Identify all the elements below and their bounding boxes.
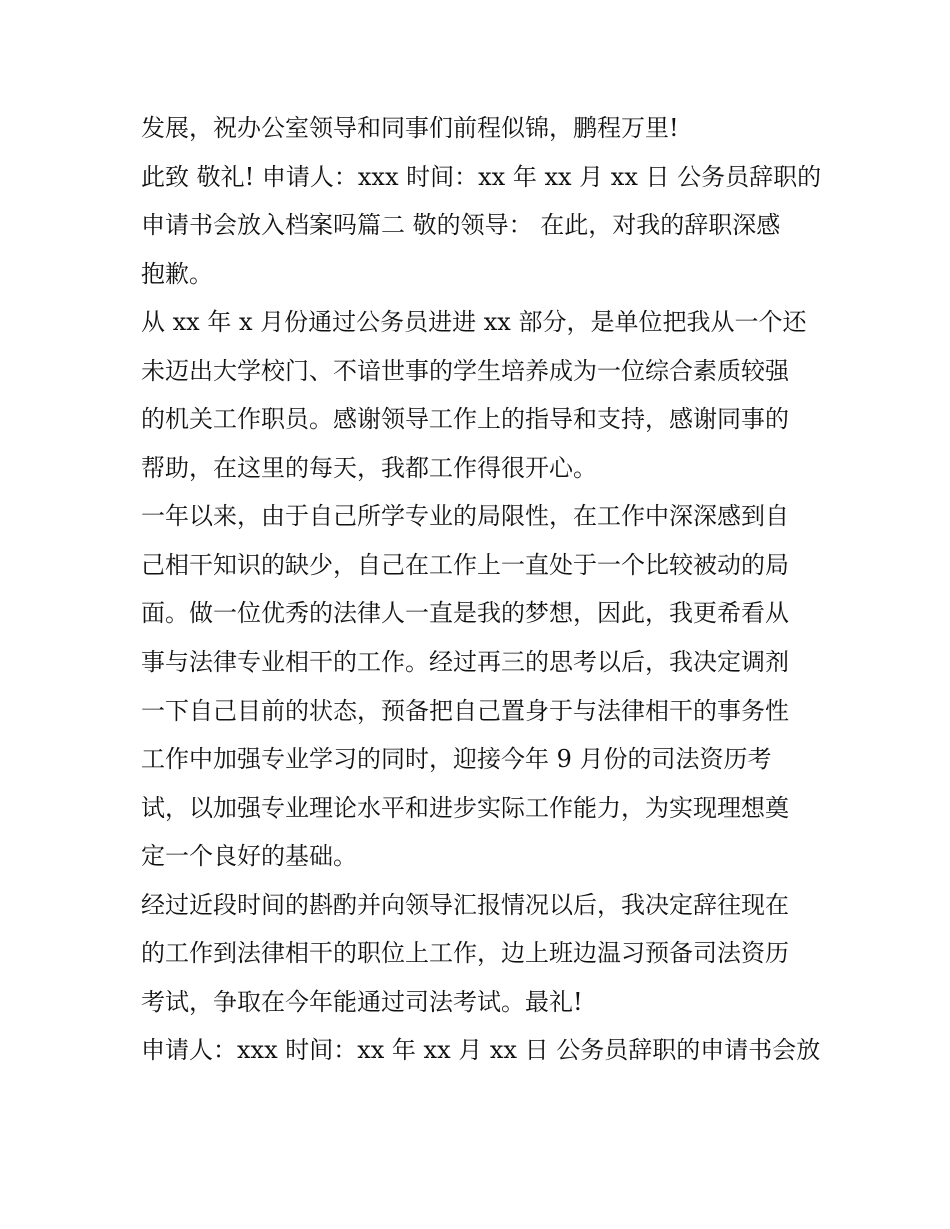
text-line: 未迈出大学校门、不谙世事的学生培养成为一位综合素质较强	[141, 356, 789, 385]
text-line: 定一个良好的基础。	[141, 842, 357, 871]
text-line: 申请书会放入档案吗篇二 敬的领导： 在此，对我的辞职深感	[141, 211, 781, 240]
document-body	[141, 104, 831, 1075]
text-line: 面。做一位优秀的法律人一直是我的梦想，因此，我更希看从	[141, 599, 789, 628]
text-line: 试，以加强专业理论水平和进步实际工作能力，为实现理想奠	[141, 793, 789, 822]
text-line: 抱歉。	[141, 259, 213, 288]
text-line: 从 xx 年 x 月份通过公务员进进 xx 部分，是单位把我从一个还	[141, 308, 807, 337]
text-line: 经过近段时间的斟酌并向领导汇报情况以后，我决定辞往现在	[141, 890, 789, 919]
text-line: 帮助，在这里的每天，我都工作得很开心。	[141, 453, 597, 482]
text-line: 此致 敬礼! 申请人：xxx 时间：xx 年 xx 月 xx 日 公务员辞职的	[141, 162, 822, 191]
text-line: 发展，祝办公室领导和同事们前程似锦，鹏程万里!	[141, 114, 679, 142]
text-line: 事与法律专业相干的工作。经过再三的思考以后，我决定调剂	[141, 648, 789, 677]
text-line: 工作中加强专业学习的同时，迎接今年 9 月份的司法资历考	[141, 745, 772, 774]
text-line: 申请人：xxx 时间：xx 年 xx 月 xx 日 公务员辞职的申请书会放	[141, 1036, 821, 1065]
text-line: 的工作到法律相干的职位上工作，边上班边温习预备司法资历	[141, 939, 789, 968]
text-line: 一下自己目前的状态，预备把自己置身于与法律相干的事务性	[141, 696, 789, 725]
text-line: 考试，争取在今年能通过司法考试。最礼!	[141, 987, 583, 1016]
text-line: 的机关工作职员。感谢领导工作上的指导和支持，感谢同事的	[141, 405, 789, 434]
text-line: 一年以来，由于自己所学专业的局限性，在工作中深深感到自	[141, 502, 789, 531]
text-line: 己相干知识的缺少，自己在工作上一直处于一个比较被动的局	[141, 550, 789, 579]
